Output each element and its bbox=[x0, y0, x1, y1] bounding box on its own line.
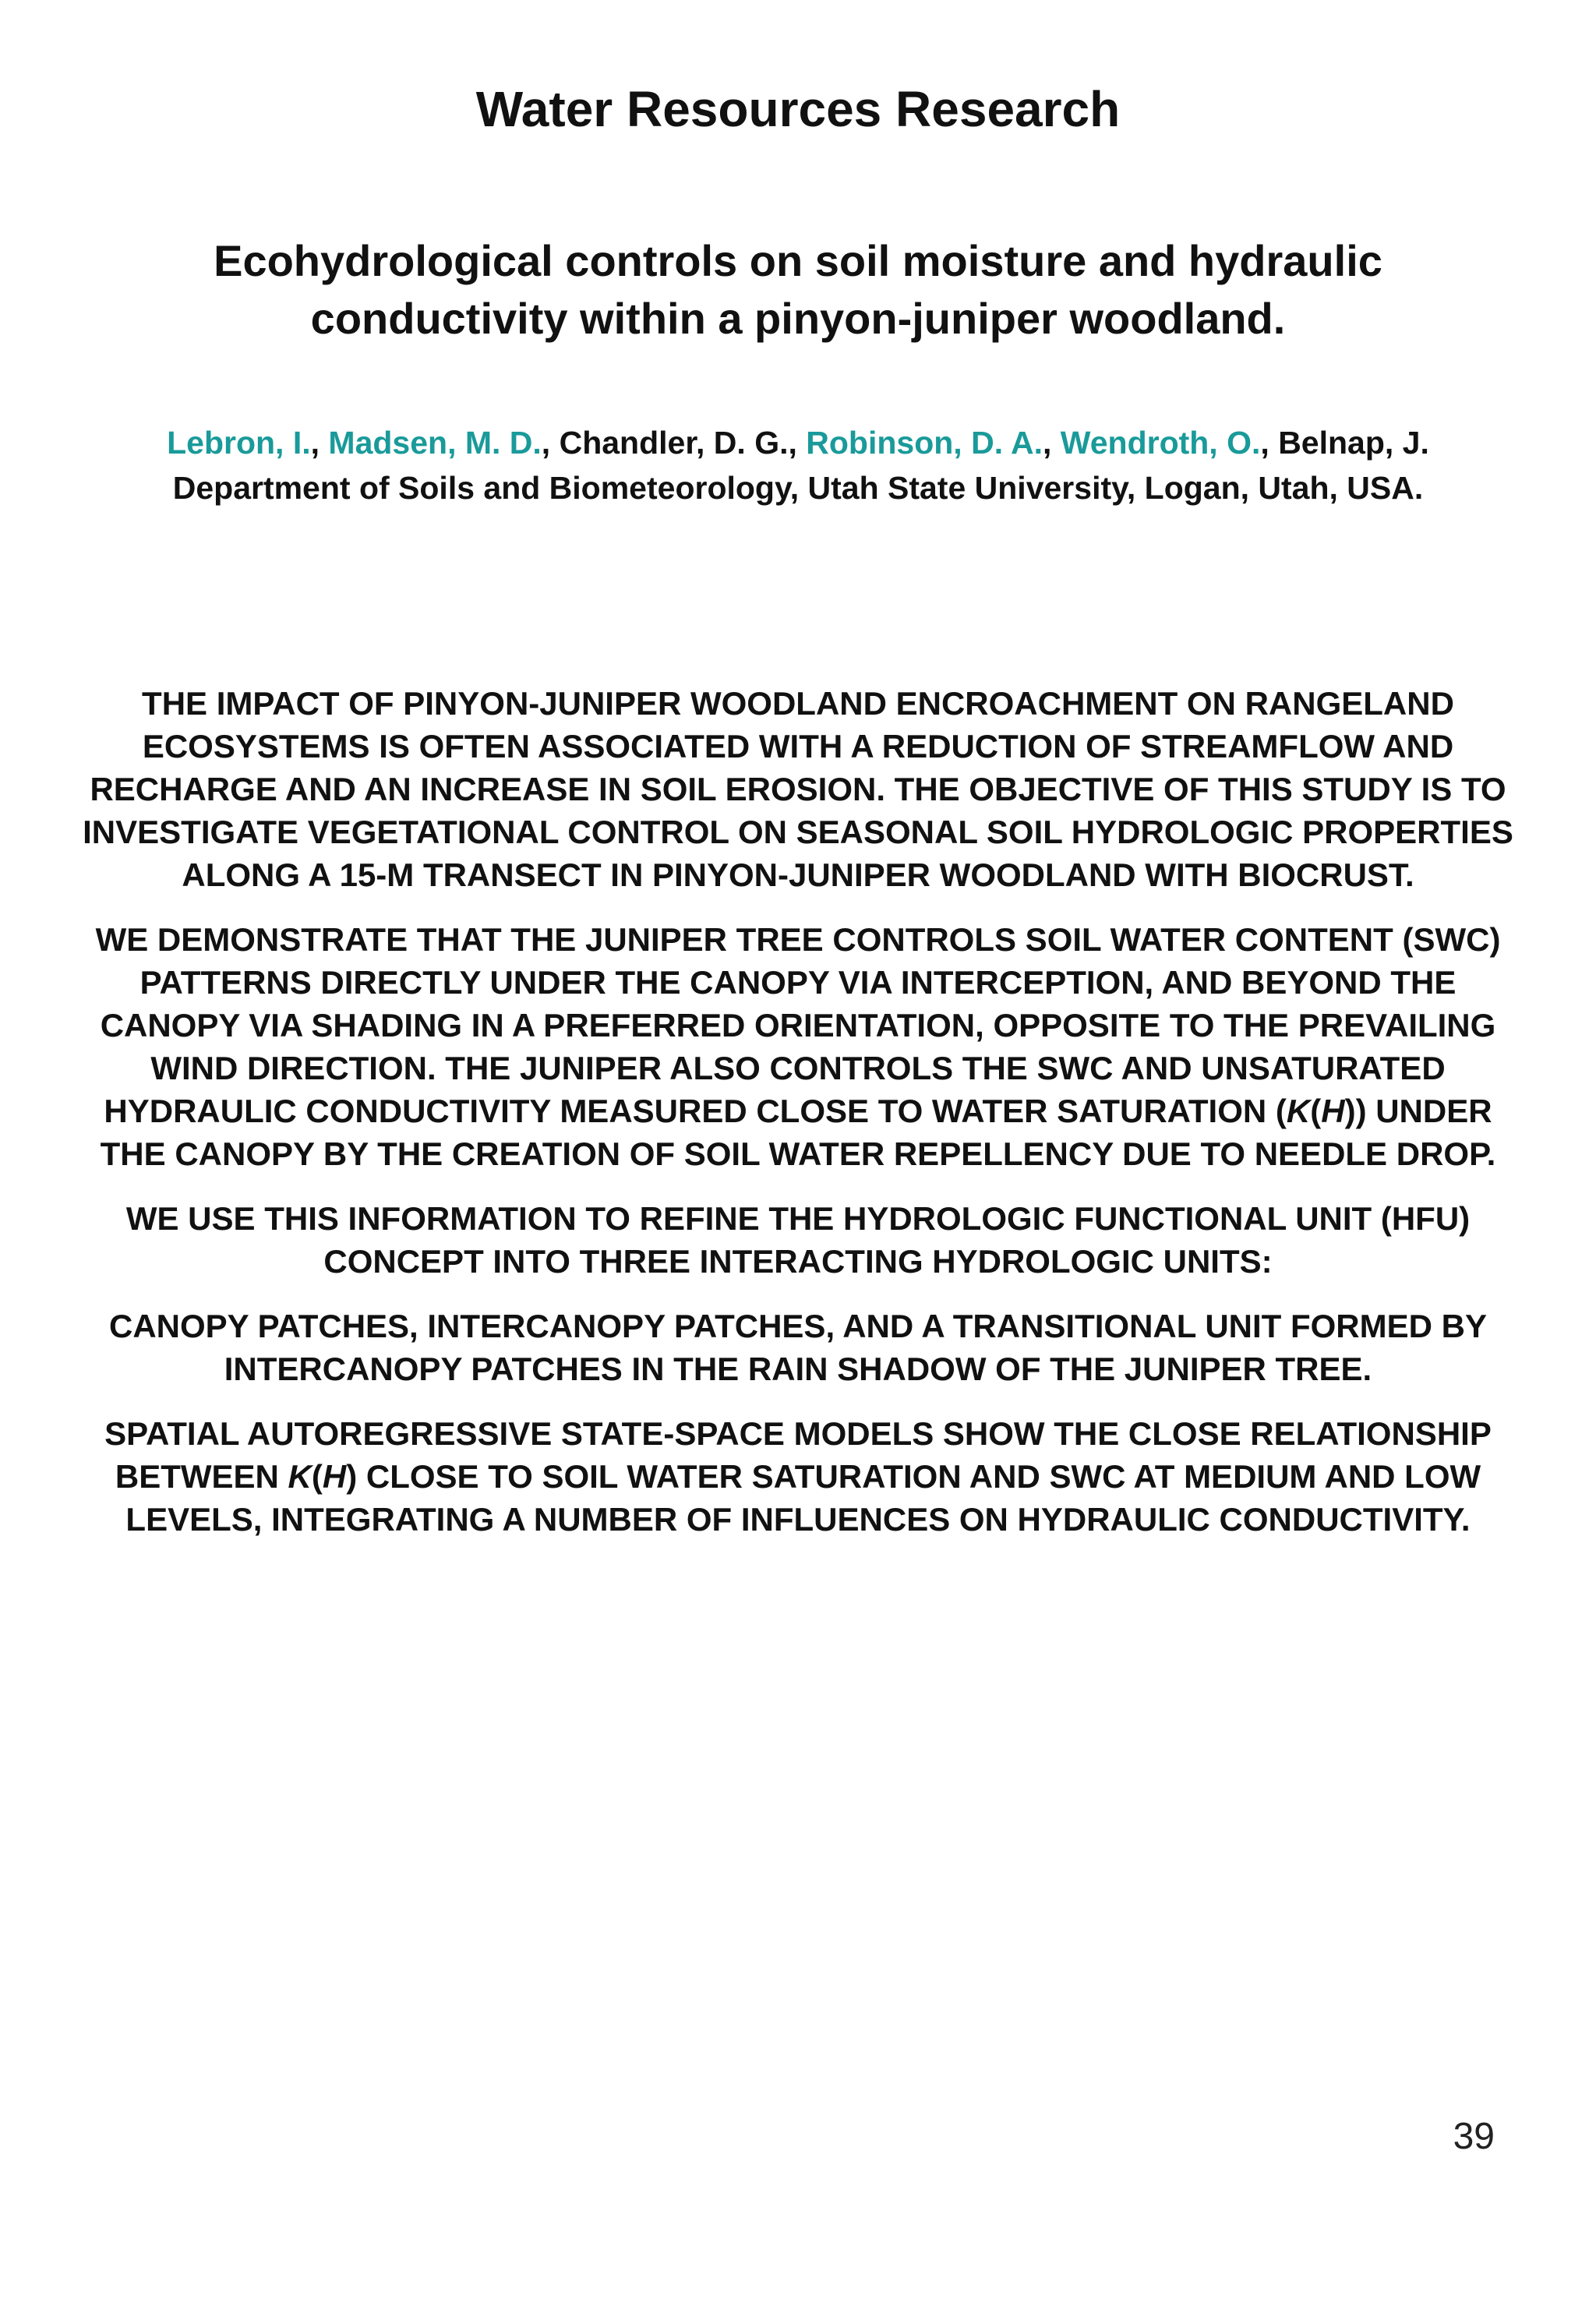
author-link[interactable]: Lebron, I. bbox=[167, 425, 311, 461]
author-separator: , bbox=[541, 425, 560, 461]
paren-open: ( bbox=[311, 1458, 323, 1495]
abstract-paragraph-1: THE IMPACT OF PINYON-JUNIPER WOODLAND ENCROACHMENT ON RANGELAND ECOSYSTEMS IS OFTEN ASSOCIATED WITH A REDUCTION OF STREAMFLOW AND RECHARGE AND AN INCREASE IN SOIL EROSION. THE OBJECTIVE OF THIS STUDY IS TO INVESTIGATE VEGETATIONAL CONTROL ON SEASONAL SOIL HYDROLOGIC PROPERTIES ALONG A 15-M TRANSECT IN PINYON-JUNIPER WOODLAND WITH BIOCRUST. bbox=[83, 685, 1513, 893]
author-separator: , bbox=[788, 425, 807, 461]
paper-title bbox=[117, 232, 1479, 348]
affiliation: Department of Soils and Biometeorology, Utah State University, Logan, Utah, USA. bbox=[172, 470, 1424, 506]
abstract-paragraph-5-text-a: SPATIAL AUTOREGRESSIVE STATE-SPACE MODELS SHOW THE CLOSE RELATIONSHIP BETWEEN bbox=[104, 1415, 1492, 1495]
abstract-paragraph-2-text-b: )) UNDER THE CANOPY BY THE CREATION OF SOIL WATER REPELLENCY DUE TO NEEDLE DROP. bbox=[100, 1093, 1496, 1172]
author-separator: , bbox=[1260, 425, 1279, 461]
author-link[interactable]: Wendroth, O. bbox=[1060, 425, 1261, 461]
author-name: Belnap, J. bbox=[1278, 425, 1429, 461]
abstract-paragraph-5 bbox=[78, 1412, 1518, 1541]
abstract-paragraph-5-text-b: ) CLOSE TO SOIL WATER SATURATION AND SWC AT MEDIUM AND LOW LEVELS, INTEGRATING A NUMBER OF INFLUENCES ON HYDRAULIC CONDUCTIVITY. bbox=[125, 1458, 1481, 1538]
symbol-k: K bbox=[1286, 1093, 1311, 1129]
symbol-h: H bbox=[1321, 1093, 1345, 1129]
paren-open: ( bbox=[1310, 1093, 1322, 1129]
abstract-paragraph-4: CANOPY PATCHES, INTERCANOPY PATCHES, AND A TRANSITIONAL UNIT FORMED BY INTERCANOPY PATCHES IN THE RAIN SHADOW OF THE JUNIPER TREE. bbox=[109, 1308, 1487, 1387]
symbol-k: K bbox=[288, 1458, 312, 1495]
abstract-paragraph-3: WE USE THIS INFORMATION TO REFINE THE HYDROLOGIC FUNCTIONAL UNIT (HFU) CONCEPT INTO THREE INTERACTING HYDROLOGIC UNITS: bbox=[125, 1200, 1471, 1280]
paper-title-line-1: Ecohydrological controls on soil moisture and hydraulic bbox=[214, 236, 1382, 285]
journal-title: Water Resources Research bbox=[475, 81, 1121, 137]
author-list bbox=[62, 421, 1534, 464]
page-number: 39 bbox=[1453, 2116, 1495, 2157]
author-separator: , bbox=[310, 425, 329, 461]
abstract-paragraph-2 bbox=[78, 918, 1518, 1175]
abstract-paragraph-2-text-a: WE DEMONSTRATE THAT THE JUNIPER TREE CONTROLS SOIL WATER CONTENT (SWC) PATTERNS DIRECTLY UNDER THE CANOPY VIA INTERCEPTION, AND BEYOND THE CANOPY VIA SHADING IN A PREFERRED ORIENTATION, OPPOSITE TO THE PREVAILING WIND DIRECTION. THE JUNIPER ALSO CONTROLS THE SWC AND UNSATURATED HYDRAULIC CONDUCTIVITY MEASURED CLOSE TO WATER SATURATION ( bbox=[95, 921, 1501, 1129]
author-link[interactable]: Robinson, D. A. bbox=[806, 425, 1043, 461]
author-name: Chandler, D. G. bbox=[559, 425, 789, 461]
symbol-h: H bbox=[322, 1458, 347, 1495]
author-link[interactable]: Madsen, M. D. bbox=[328, 425, 542, 461]
paper-title-line-2: conductivity within a pinyon-juniper woodland. bbox=[310, 294, 1286, 343]
abstract bbox=[78, 682, 1518, 1563]
author-separator: , bbox=[1042, 425, 1061, 461]
